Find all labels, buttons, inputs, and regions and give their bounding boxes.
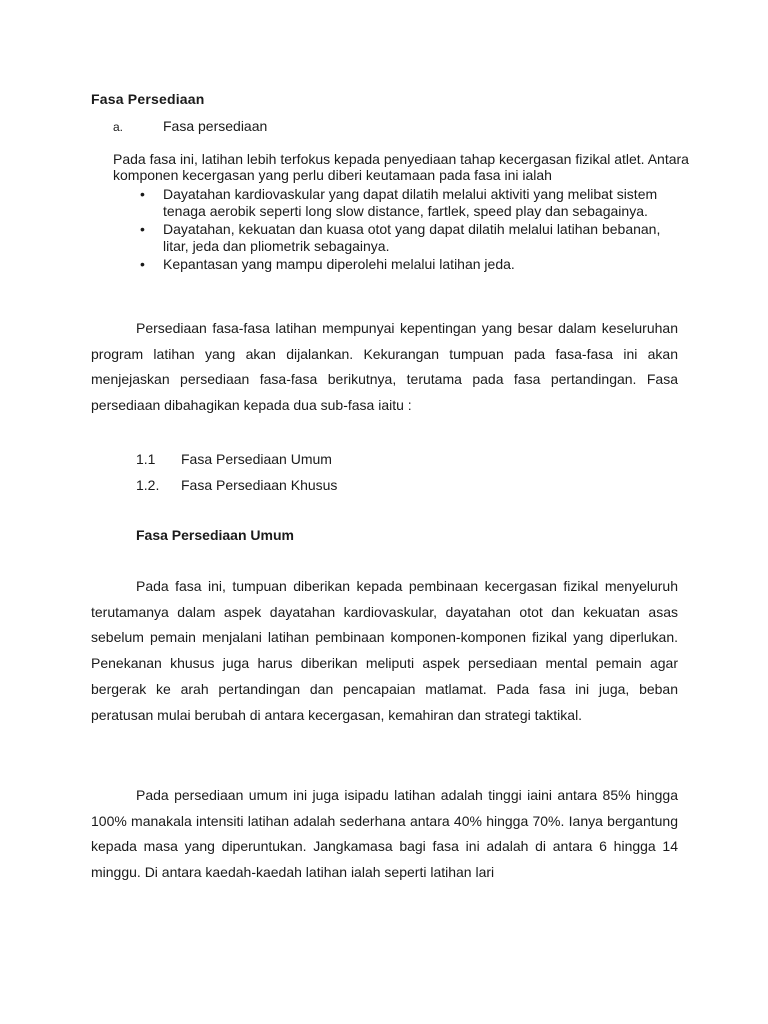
section-heading: Fasa Persediaan Umum	[136, 527, 294, 543]
bullet-text: Dayatahan, kekuatan dan kuasa otot yang dapat dilatih melalui latihan bebanan, litar, jeda dan pliometrik sebagainya.	[163, 221, 661, 254]
subsection-letter: a.	[113, 120, 124, 134]
body-paragraph-2: Pada fasa ini, tumpuan diberikan kepada pembinaan kecergasan fizikal menyeluruh terutamanya dalam aspek dayatahan kardiovaskular, dayatahan otot dan kekuatan asas sebelum pemain menjalani latihan pembinaan komponen-komponen fizikal yang diperlukan. Penekanan khusus juga harus diberikan meliputi aspek persediaan mental pemain agar bergerak ke arah pertandingan dan pencapaian matlamat. Pada fasa ini juga, beban peratusan mulai berubah di antara kecergasan, kemahiran dan strategi taktikal.	[91, 578, 678, 723]
bullet-icon: •	[140, 221, 145, 237]
page-title: Fasa Persediaan	[91, 91, 205, 107]
intro-paragraph: Pada fasa ini, latihan lebih terfokus kepada penyediaan tahap kecergasan fizikal atlet. Antara komponen kecergasan yang perlu diberi keutamaan pada fasa ini ialah	[113, 151, 689, 183]
sub-phase-item	[136, 446, 337, 472]
bullet-text: Kepantasan yang mampu diperolehi melalui latihan jeda.	[163, 256, 515, 272]
subsection-label: Fasa persediaan	[163, 118, 268, 134]
bullet-text: Dayatahan kardiovaskular yang dapat dilatih melalui aktiviti yang melibat sistem tenaga aerobik seperti long slow distance, fartlek, speed play dan sebagainya.	[163, 186, 658, 219]
bullet-list	[140, 186, 680, 275]
list-item	[140, 186, 680, 219]
sub-phase-number: 1.1	[136, 451, 156, 467]
body-paragraph-1: Persediaan fasa-fasa latihan mempunyai kepentingan yang besar dalam keseluruhan program latihan yang akan dijalankan. Kekurangan tumpuan pada fasa-fasa ini akan menjejaskan persediaan fasa-fasa berikutnya, terutama pada fasa pertandingan. Fasa persediaan dibahagikan kepada dua sub-fasa iaitu :	[91, 320, 678, 414]
subsection-heading	[113, 118, 267, 134]
body-paragraph-3: Pada persediaan umum ini juga isipadu latihan adalah tinggi iaini antara 85% hingga 100% manakala intensiti latihan adalah sederhana antara 40% hingga 70%. Ianya bergantung kepada masa yang diperuntukan. Jangkamasa bagi fasa ini adalah di antara 6 hingga 14 minggu. Di antara kaedah-kaedah latihan ialah seperti latihan lari	[91, 787, 678, 881]
bullet-icon: •	[140, 256, 145, 272]
list-item	[140, 256, 680, 273]
sub-phase-list	[136, 446, 337, 498]
sub-phase-label: Fasa Persediaan Umum	[181, 451, 332, 467]
sub-phase-item	[136, 472, 337, 498]
list-item	[140, 221, 680, 254]
sub-phase-number: 1.2.	[136, 477, 160, 493]
sub-phase-label: Fasa Persediaan Khusus	[181, 477, 338, 493]
bullet-icon: •	[140, 186, 145, 202]
